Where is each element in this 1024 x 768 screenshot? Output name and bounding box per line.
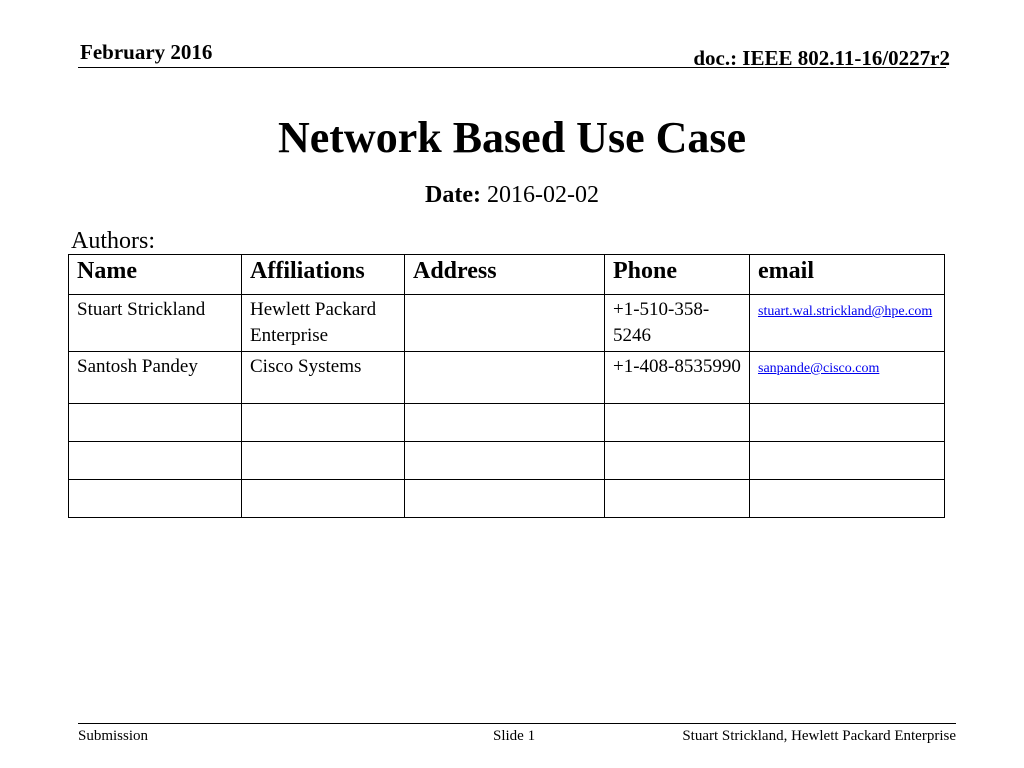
empty-cell [69, 404, 242, 442]
empty-cell [405, 442, 605, 480]
empty-cell [69, 442, 242, 480]
header-doc-id: doc.: IEEE 802.11-16/0227r2 [693, 46, 950, 70]
author-email-cell [750, 295, 945, 352]
empty-cell [605, 404, 750, 442]
date-line [0, 182, 1024, 209]
column-header-address: Address [405, 255, 605, 295]
author-name: Santosh Pandey [69, 352, 242, 404]
empty-cell [242, 404, 405, 442]
slide-title: Network Based Use Case [277, 113, 747, 162]
empty-cell [750, 404, 945, 442]
column-header-phone: Phone [605, 255, 750, 295]
empty-cell [605, 480, 750, 518]
column-header-name: Name [69, 255, 242, 295]
empty-cell [750, 442, 945, 480]
table-row-empty [69, 404, 945, 442]
authors-label: Authors: [71, 228, 155, 254]
table-row [69, 352, 945, 404]
date-label: Date: [425, 182, 481, 208]
author-phone: +1-408-8535990 [605, 352, 750, 404]
author-address [405, 352, 605, 404]
footer-submission: Submission [78, 728, 149, 744]
authors-table [68, 254, 945, 518]
author-affiliation: Cisco Systems [242, 352, 405, 404]
author-affiliation: Hewlett Packard Enterprise [242, 295, 405, 352]
table-row [69, 295, 945, 352]
table-row-empty [69, 442, 945, 480]
empty-cell [242, 480, 405, 518]
empty-cell [405, 480, 605, 518]
footer-divider [78, 723, 956, 724]
header-divider [78, 67, 946, 68]
table-row-empty [69, 480, 945, 518]
author-email-link[interactable]: stuart.wal.strickland@hpe.com [758, 304, 933, 319]
footer-slide-number: Slide 1 [493, 728, 536, 744]
author-name: Stuart Strickland [69, 295, 242, 352]
author-phone: +1-510-358-5246 [605, 295, 750, 352]
header-date: February 2016 [80, 40, 213, 64]
author-address [405, 295, 605, 352]
empty-cell [69, 480, 242, 518]
column-header-email: email [750, 255, 945, 295]
empty-cell [605, 442, 750, 480]
empty-cell [405, 404, 605, 442]
author-email-cell [750, 352, 945, 404]
footer-author: Stuart Strickland, Hewlett Packard Enterprise [682, 728, 956, 744]
table-header-row [69, 255, 945, 295]
column-header-affiliations: Affiliations [242, 255, 405, 295]
date-value: 2016-02-02 [486, 182, 599, 208]
empty-cell [750, 480, 945, 518]
author-email-link[interactable]: sanpande@cisco.com [758, 361, 880, 376]
empty-cell [242, 442, 405, 480]
